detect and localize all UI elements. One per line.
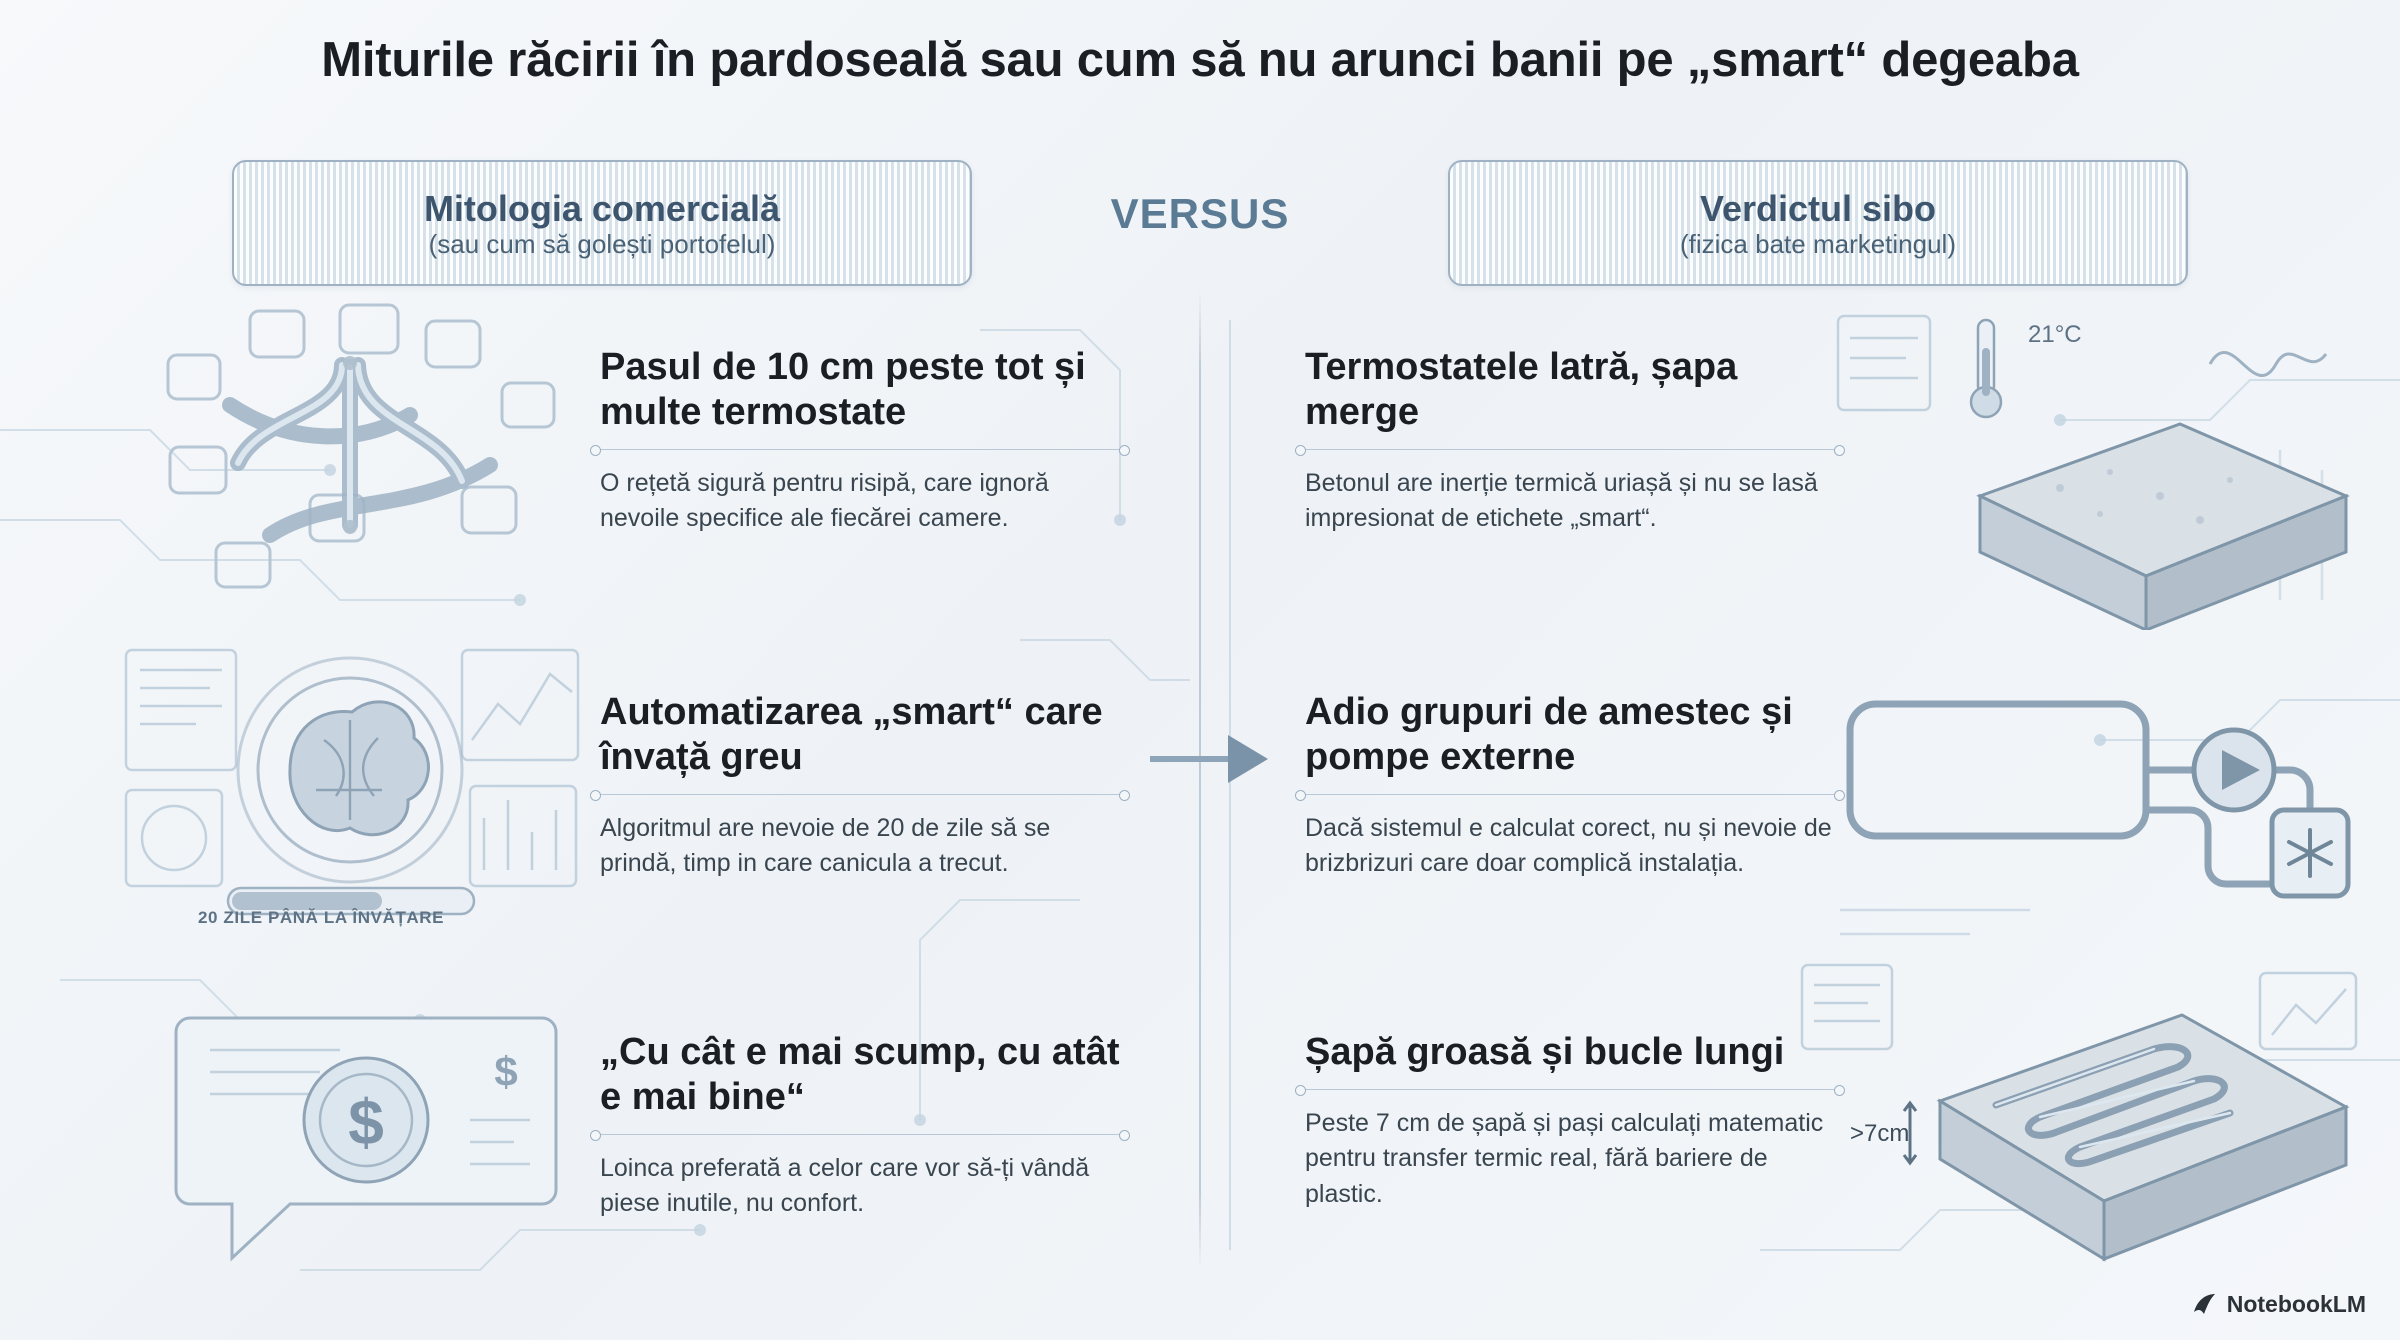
thickness-badge: >7cm xyxy=(1850,1120,1910,1147)
pump-icon xyxy=(2194,730,2274,810)
right-item-2-divider xyxy=(1305,794,1835,795)
right-item-2 xyxy=(1305,690,1835,882)
right-item-1-divider xyxy=(1305,449,1835,450)
column-right-subtitle: (fizica bate marketingul) xyxy=(1680,229,1956,260)
left-item-2-body: Algoritmul are nevoie de 20 de zile să se prindă, timp in care canicula a trecut. xyxy=(600,813,1051,878)
right-item-3 xyxy=(1305,1030,1835,1212)
money-speech-bubble-icon xyxy=(170,1000,570,1280)
center-arrow-icon xyxy=(1150,715,1280,805)
column-header-right xyxy=(1448,160,2188,286)
svg-text:$: $ xyxy=(494,1048,518,1095)
right-item-2-body: Dacă sistemul e calculat corect, nu și nevoie de brizbrizuri care doar complică instalația. xyxy=(1305,813,1832,878)
right-item-3-title: Șapă groasă și bucle lungi xyxy=(1305,1031,1785,1073)
column-header-left xyxy=(232,160,972,286)
column-left-title: Mitologia comercială xyxy=(423,187,781,229)
temperature-badge: 21°C xyxy=(2028,321,2082,348)
left-item-1-body: O rețetă sigură pentru risipă, care ignoră nevoile specifice ale fiecărei camere. xyxy=(600,468,1049,533)
left-item-3-body: Loinca preferată a celor care vor să-ți vândă piese inutile, nu confort. xyxy=(600,1153,1090,1218)
left-item-2-caption: 20 ZILE PÂNĂ LA ÎNVĂȚARE xyxy=(198,908,445,927)
left-item-3-title: „Cu cât e mai scump, cu atât e mai bine“ xyxy=(600,1031,1120,1118)
concrete-slab-icon xyxy=(1810,300,2370,630)
pump-circuit-icon xyxy=(1820,660,2360,960)
right-item-3-divider xyxy=(1305,1089,1835,1090)
right-item-2-title: Adio grupuri de amestec și pompe externe xyxy=(1305,691,1793,778)
thermometer-icon xyxy=(1971,320,2001,417)
right-item-3-body: Peste 7 cm de șapă și pași calculați matematic pentru transfer termic real, fără bariere de plastic. xyxy=(1305,1108,1824,1208)
left-item-1 xyxy=(600,345,1120,537)
right-item-1-title: Termostatele latră, șapa merge xyxy=(1305,346,1738,433)
column-left-subtitle: (sau cum să golești portofelul) xyxy=(428,229,776,260)
notebooklm-logo-icon xyxy=(2190,1290,2218,1318)
left-item-1-title: Pasul de 10 cm peste tot și multe termostate xyxy=(600,346,1086,433)
chiller-icon xyxy=(2272,810,2348,896)
left-item-2 xyxy=(600,690,1120,882)
column-right-title: Verdictul sibo xyxy=(1699,187,1937,229)
left-item-3 xyxy=(600,1030,1120,1222)
notebooklm-watermark xyxy=(2190,1290,2366,1318)
page-title: Miturile răcirii în pardoseală sau cum să nu arunci banii pe „smart“ degeaba xyxy=(321,33,2079,87)
pipe-network-icon xyxy=(110,295,590,605)
watermark-label: NotebookLM xyxy=(2226,1290,2366,1317)
floor-loops-slab-icon xyxy=(1790,955,2370,1285)
right-item-1-body: Betonul are inerție termică uriașă și nu se lasă impresionat de etichete „smart“. xyxy=(1305,468,1818,533)
versus-label: VERSUS xyxy=(1110,190,1290,237)
svg-text:$: $ xyxy=(348,1086,384,1158)
left-item-3-divider xyxy=(600,1134,1120,1135)
brain-ai-icon xyxy=(110,640,590,940)
left-item-2-title: Automatizarea „smart“ care învață greu xyxy=(600,691,1103,778)
right-item-1 xyxy=(1305,345,1835,537)
left-item-1-divider xyxy=(600,449,1120,450)
left-item-2-divider xyxy=(600,794,1120,795)
